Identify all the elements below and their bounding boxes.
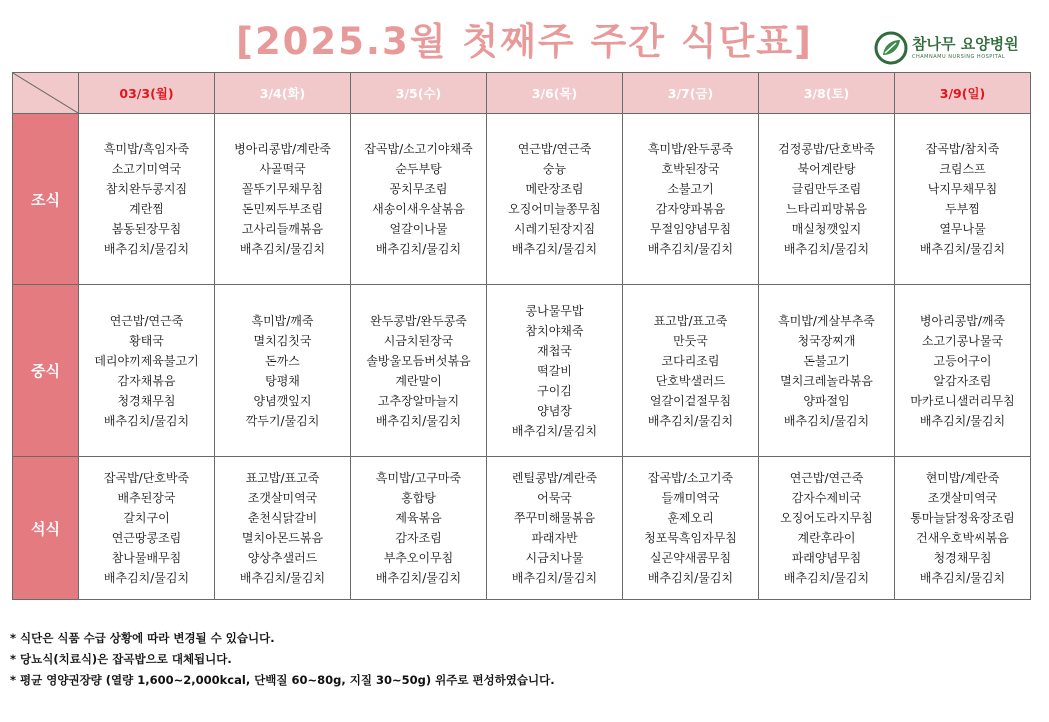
menu-item: 제육볶음 <box>395 511 442 525</box>
menu-item: 잡곡밥/소고기야채죽 <box>364 142 473 156</box>
menu-cell <box>759 457 895 600</box>
day-header-fri: 3/7(금) <box>623 73 759 114</box>
menu-cell <box>487 285 623 457</box>
menu-item: 청경채무침 <box>117 393 176 408</box>
menu-item: 배추김치/물김치 <box>511 423 598 438</box>
menu-item: 고사리들깨볶음 <box>241 222 324 236</box>
hospital-logo <box>874 30 1019 66</box>
menu-item: 병아리콩밥/깨죽 <box>919 313 1006 328</box>
menu-item: 배추김치/물김치 <box>239 571 326 585</box>
menu-item: 훈제오리 <box>667 511 714 525</box>
menu-item: 매실청깻잎지 <box>791 222 862 236</box>
menu-item: 양파절임 <box>803 393 850 408</box>
menu-item: 부추오이무침 <box>383 551 454 565</box>
breakfast-row <box>13 114 1031 285</box>
menu-item: 계란찜 <box>129 202 164 216</box>
menu-cell <box>895 114 1031 285</box>
menu-item: 배추김치/물김치 <box>919 242 1006 256</box>
menu-item: 얼갈이겉절무침 <box>649 393 732 408</box>
menu-item: 파래양념무침 <box>791 551 862 565</box>
menu-item: 소고기콩나물국 <box>921 333 1004 348</box>
menu-item: 감자채볶음 <box>117 373 176 388</box>
menu-item: 쭈꾸미해물볶음 <box>513 511 596 525</box>
menu-cell <box>79 285 215 457</box>
menu-item: 양상추샐러드 <box>247 551 318 565</box>
menu-item: 파래자반 <box>531 531 578 545</box>
menu-item: 마카로니샐러리무침 <box>910 393 1015 408</box>
menu-item: 배추김치/물김치 <box>647 413 734 428</box>
menu-item: 깍두기/물김치 <box>245 413 320 428</box>
menu-item: 배추김치/물김치 <box>511 571 598 585</box>
day-header-wed: 3/5(수) <box>351 73 487 114</box>
menu-item: 배추김치/물김치 <box>783 413 870 428</box>
day-header-mon: 03/3(월) <box>79 73 215 114</box>
menu-cell <box>79 114 215 285</box>
menu-item: 연근땅콩조림 <box>111 531 182 545</box>
menu-item: 완두콩밥/완두콩죽 <box>370 313 467 328</box>
menu-item: 북어계란탕 <box>797 162 856 176</box>
menu-item: 코다리조림 <box>661 353 720 368</box>
menu-item: 실곤약새콤무침 <box>649 551 732 565</box>
menu-item: 배추김치/물김치 <box>919 571 1006 585</box>
menu-item: 소불고기 <box>667 182 714 196</box>
menu-item: 크림스프 <box>939 162 986 176</box>
menu-cell <box>759 285 895 457</box>
day-header-sat: 3/8(토) <box>759 73 895 114</box>
menu-item: 멸치크레놀라볶음 <box>780 373 873 388</box>
menu-item: 시금치된장국 <box>383 333 454 348</box>
menu-item: 돈까스 <box>265 353 300 368</box>
menu-item: 배추된장국 <box>117 491 176 505</box>
menu-item: 낙지무채무침 <box>927 182 998 196</box>
menu-item: 열무나물 <box>939 222 986 236</box>
meal-label-lunch: 중식 <box>13 285 79 457</box>
menu-item: 두부찜 <box>945 202 980 216</box>
menu-item: 감자조림 <box>395 531 442 545</box>
menu-cell <box>895 285 1031 457</box>
menu-item: 조갯살미역국 <box>247 491 318 505</box>
menu-item: 갈치구이 <box>123 511 170 525</box>
menu-item: 배추김치/물김치 <box>375 413 462 428</box>
menu-item: 렌틸콩밥/계란죽 <box>511 471 598 485</box>
menu-item: 무절임양념무침 <box>649 222 732 236</box>
menu-item: 잡곡밥/단호박죽 <box>103 471 190 485</box>
menu-item: 돈민찌두부조림 <box>241 202 324 216</box>
menu-item: 멸치김칫국 <box>253 333 312 348</box>
menu-item: 잡곡밥/참치죽 <box>925 142 1000 156</box>
footnote: * 당뇨식(치료식)은 잡곡밥으로 대체됩니다. <box>10 652 232 666</box>
menu-item: 연근밥/연근죽 <box>109 313 184 328</box>
menu-item: 데리야끼제육불고기 <box>94 353 199 368</box>
menu-item: 솔방울모듬버섯볶음 <box>366 353 471 368</box>
menu-item: 표고밥/표고죽 <box>653 313 728 328</box>
menu-item: 고등어구이 <box>933 353 992 368</box>
day-header-sun: 3/9(일) <box>895 73 1031 114</box>
menu-item: 배추김치/물김치 <box>647 571 734 585</box>
weekly-menu-table <box>12 72 1031 600</box>
menu-item: 감자양파볶음 <box>655 202 726 216</box>
menu-item: 떡갈비 <box>537 363 572 378</box>
menu-item: 어묵국 <box>537 491 572 505</box>
menu-item: 참치야채죽 <box>525 323 584 338</box>
menu-item: 참치완두콩지짐 <box>105 182 188 196</box>
menu-item: 조갯살미역국 <box>927 491 998 505</box>
menu-item: 황태국 <box>129 333 164 348</box>
lunch-row <box>13 285 1031 457</box>
menu-item: 시금치나물 <box>525 551 584 565</box>
menu-item: 연근밥/연근죽 <box>789 471 864 485</box>
menu-item: 순두부탕 <box>395 162 442 176</box>
menu-item: 흑미밥/완두콩죽 <box>647 142 734 156</box>
menu-item: 들깨미역국 <box>661 491 720 505</box>
day-header-tue: 3/4(화) <box>215 73 351 114</box>
menu-item: 흑미밥/게살부추죽 <box>778 313 875 328</box>
menu-item: 배추김치/물김치 <box>103 413 190 428</box>
menu-item: 오징어미늘쫑무침 <box>508 202 601 216</box>
page-title: [2025.3월 첫째주 주간 식단표] <box>236 20 813 63</box>
day-header-thu: 3/6(목) <box>487 73 623 114</box>
menu-item: 계란말이 <box>395 373 442 388</box>
menu-item: 배추김치/물김치 <box>783 242 870 256</box>
menu-item: 배추김치/물김치 <box>647 242 734 256</box>
menu-item: 숭늉 <box>542 162 567 176</box>
menu-cell <box>215 114 351 285</box>
menu-item: 청경채무침 <box>933 551 992 565</box>
meal-label-dinner: 석식 <box>13 457 79 600</box>
header-row <box>13 73 1031 114</box>
menu-cell <box>487 457 623 600</box>
menu-item: 건새우호박씨볶음 <box>916 531 1009 545</box>
menu-item: 청포묵흑임자무침 <box>644 531 737 545</box>
menu-item: 배추김치/물김치 <box>375 571 462 585</box>
menu-item: 양념장 <box>537 403 572 418</box>
menu-item: 병아리콩밥/계란죽 <box>234 142 331 156</box>
menu-item: 감자수제비국 <box>791 491 862 505</box>
menu-item: 계란후라이 <box>797 531 856 545</box>
menu-cell <box>79 457 215 600</box>
menu-cell <box>759 114 895 285</box>
menu-cell <box>623 457 759 600</box>
corner-cell <box>13 73 79 114</box>
menu-item: 단호박샐러드 <box>655 373 726 388</box>
menu-item: 멸치아몬드볶음 <box>241 531 324 545</box>
menu-item: 얼갈이나물 <box>389 222 448 236</box>
menu-cell <box>351 457 487 600</box>
menu-item: 메란장조림 <box>525 182 584 196</box>
menu-item: 참나물배무침 <box>111 551 182 565</box>
menu-item: 배추김치/물김치 <box>239 242 326 256</box>
menu-item: 구이김 <box>537 383 572 398</box>
menu-item: 호박된장국 <box>661 162 720 176</box>
menu-item: 꽁치무조림 <box>389 182 448 196</box>
menu-item: 현미밥/계란죽 <box>925 471 1000 485</box>
menu-item: 청국장찌개 <box>797 333 856 348</box>
meal-label-breakfast: 조식 <box>13 114 79 285</box>
menu-cell <box>623 285 759 457</box>
menu-item: 오징어도라지무침 <box>780 511 873 525</box>
menu-cell <box>215 457 351 600</box>
dinner-row <box>13 457 1031 600</box>
menu-item: 새송이새우살볶음 <box>372 202 465 216</box>
menu-item: 통마늘닭정육장조림 <box>910 511 1015 525</box>
menu-item: 알감자조림 <box>933 373 992 388</box>
menu-item: 재첩국 <box>537 343 572 358</box>
menu-cell <box>351 285 487 457</box>
menu-item: 느타리피망볶음 <box>785 202 868 216</box>
menu-item: 탕평채 <box>265 373 300 388</box>
menu-item: 양념깻잎지 <box>253 393 312 408</box>
menu-item: 배추김치/물김치 <box>103 571 190 585</box>
menu-item: 사골떡국 <box>259 162 306 176</box>
footnotes <box>10 628 555 691</box>
menu-item: 홍합탕 <box>401 491 436 505</box>
diagonal-line <box>13 73 78 113</box>
menu-item: 잡곡밥/소고기죽 <box>647 471 734 485</box>
menu-item: 글림만두조림 <box>791 182 862 196</box>
menu-cell <box>895 457 1031 600</box>
menu-item: 배추김치/물김치 <box>783 571 870 585</box>
menu-item: 검정콩밥/단호박죽 <box>778 142 875 156</box>
menu-item: 봄동된장무침 <box>111 222 182 236</box>
menu-item: 흑미밥/흑임자죽 <box>103 142 190 156</box>
logo-name: 참나무 요양병원 <box>912 35 1019 53</box>
menu-item: 표고밥/표고죽 <box>245 471 320 485</box>
leaf-logo-icon <box>874 31 908 65</box>
logo-subtitle: CHAMNAMU NURSING HOSPITAL <box>912 54 1006 60</box>
menu-item: 배추김치/물김치 <box>103 242 190 256</box>
menu-item: 흑미밥/고구마죽 <box>375 471 462 485</box>
menu-cell <box>487 114 623 285</box>
menu-item: 돈불고기 <box>803 353 850 368</box>
menu-cell <box>623 114 759 285</box>
menu-item: 배추김치/물김치 <box>511 242 598 256</box>
menu-item: 만둣국 <box>673 333 708 348</box>
menu-item: 꼴뚜기무채무침 <box>241 182 324 196</box>
menu-item: 배추김치/물김치 <box>375 242 462 256</box>
menu-cell <box>351 114 487 285</box>
menu-item: 연근밥/연근죽 <box>517 142 592 156</box>
menu-item: 흑미밥/깨죽 <box>251 313 314 328</box>
menu-cell <box>215 285 351 457</box>
menu-item: 소고기미역국 <box>111 162 182 176</box>
menu-item: 배추김치/물김치 <box>919 413 1006 428</box>
menu-item: 춘천식닭갈비 <box>247 511 318 525</box>
menu-item: 콩나물무밥 <box>525 303 584 318</box>
footnote: * 평균 영양권장량 (열량 1,600~2,000kcal, 단백질 60~80g, 지질 30~50g) 위주로 편성하였습니다. <box>10 673 555 687</box>
menu-item: 고추장알마늘지 <box>377 393 460 408</box>
footnote: * 식단은 식품 수급 상황에 따라 변경될 수 있습니다. <box>10 631 275 645</box>
menu-item: 시레기된장지짐 <box>513 222 596 236</box>
